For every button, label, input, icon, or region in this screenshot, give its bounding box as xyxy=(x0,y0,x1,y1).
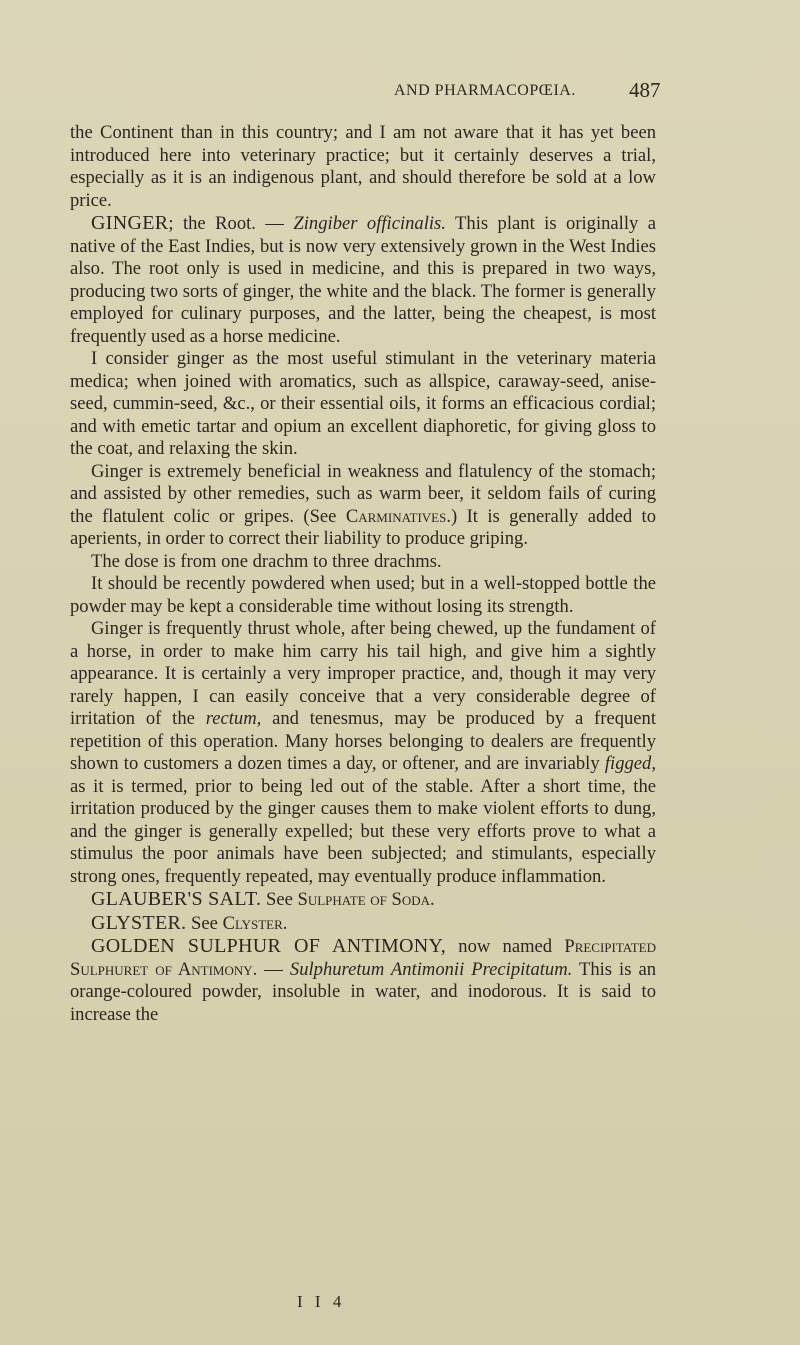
cross-reference: Carminatives. xyxy=(345,505,452,527)
paragraph xyxy=(70,461,656,551)
cross-reference: Precipitated Sulphuret of Antimony. xyxy=(70,936,656,980)
paragraph xyxy=(70,551,656,574)
entry-glaubers-salt xyxy=(70,888,656,912)
latin-name: Zingiber officinalis. xyxy=(293,213,446,234)
paragraph xyxy=(70,618,656,888)
latin-name: Sulphuretum Antimonii Precipitatum. xyxy=(289,958,573,980)
signature-mark: I I 4 xyxy=(297,1292,346,1311)
entry-golden-sulphur xyxy=(70,935,656,1026)
text: This is an orange-coloured powder, insoluble in water, and inodorous. It is said to increase the xyxy=(70,958,657,1025)
entry-heading: GOLDEN SULPHUR OF ANTIMONY, xyxy=(91,935,447,957)
italic-term: rectum, xyxy=(205,708,262,729)
italic-term: figged, xyxy=(604,753,656,774)
text: See xyxy=(261,889,298,910)
text: and tenesmus, may be produced by a frequent repetition of this operation. Many horses belonging to dealers are frequently shown to customers a dozen times a day, or oftener, and are invariably xyxy=(70,708,656,774)
body-text xyxy=(70,122,656,1026)
entry-glyster xyxy=(70,912,656,936)
entry-heading: GINGER xyxy=(91,212,169,234)
text: the Continent than in this country; and I am not aware that it has yet been introduced here into veterinary practice; but it certainly deserves a trial, especially as it is an indigenous plant, and should therefore be sold at a low price. xyxy=(70,122,656,211)
paragraph xyxy=(70,348,656,461)
paragraph xyxy=(70,573,656,618)
entry-heading: GLAUBER'S SALT. xyxy=(91,888,262,910)
text: ; the Root. — xyxy=(168,213,294,234)
cross-reference: Sulphate of Soda. xyxy=(297,889,435,910)
text: now named xyxy=(446,936,565,957)
text: — xyxy=(257,958,290,980)
text: It should be recently powdered when used; but in a well-stopped bottle the powder may be kept a considerable time without losing its strength. xyxy=(70,573,656,617)
entry-heading: GLYSTER. xyxy=(91,911,187,934)
text: ) It is generally added to aperients, in order to correct their liability to produce griping. xyxy=(70,505,657,549)
page-number: 487 xyxy=(629,78,661,102)
text: See xyxy=(186,912,223,934)
running-head: AND PHARMACOPŒIA. xyxy=(394,82,576,99)
text: Ginger is extremely beneficial in weakness and flatulency of the stomach; and assisted by other remedies, such as warm beer, it seldom fails of curing the flatulent colic or gripes. (See xyxy=(70,460,656,527)
text: as it is termed, prior to being led out of the stable. After a short time, the irritation produced by the ginger causes them to make violent efforts to dung, and the ginger is generally expelled; but these very efforts prove to what a stimulus the poor animals have been subjected; and stimulants, especially strong ones, frequently repeated, may eventually produce inflammation. xyxy=(70,775,656,887)
text: The dose is from one drachm to three drachms. xyxy=(91,550,442,572)
paragraph-continuation xyxy=(70,122,656,212)
text: I consider ginger as the most useful stimulant in the veterinary materia medica; when joined with aromatics, such as allspice, caraway-seed, anise-seed, cummin-seed, &c., or their essential oils, it forms an efficacious cordial; and with emetic tartar and opium an excellent diaphoretic, for giving gloss to the coat, and relaxing the skin. xyxy=(70,348,656,459)
text: Ginger is frequently thrust whole, after being chewed, up the fundament of a horse, in order to make him carry his tail high, and give him a sightly appearance. It is certainly a very improper practice, and, though it may very rarely happen, I can easily conceive that a very considerable degree of irritation of the xyxy=(70,618,656,729)
cross-reference: Clyster. xyxy=(222,912,288,934)
text: This plant is originally a native of the East Indies, but is now very extensively grown in the West Indies also. The root only is used in medicine, and this is prepared in two ways, producing two sorts of ginger, the white and the black. The former is generally employed for culinary purposes, and the latter, being the cheapest, is most frequently used as a horse medicine. xyxy=(70,213,657,347)
entry-ginger xyxy=(70,212,656,348)
